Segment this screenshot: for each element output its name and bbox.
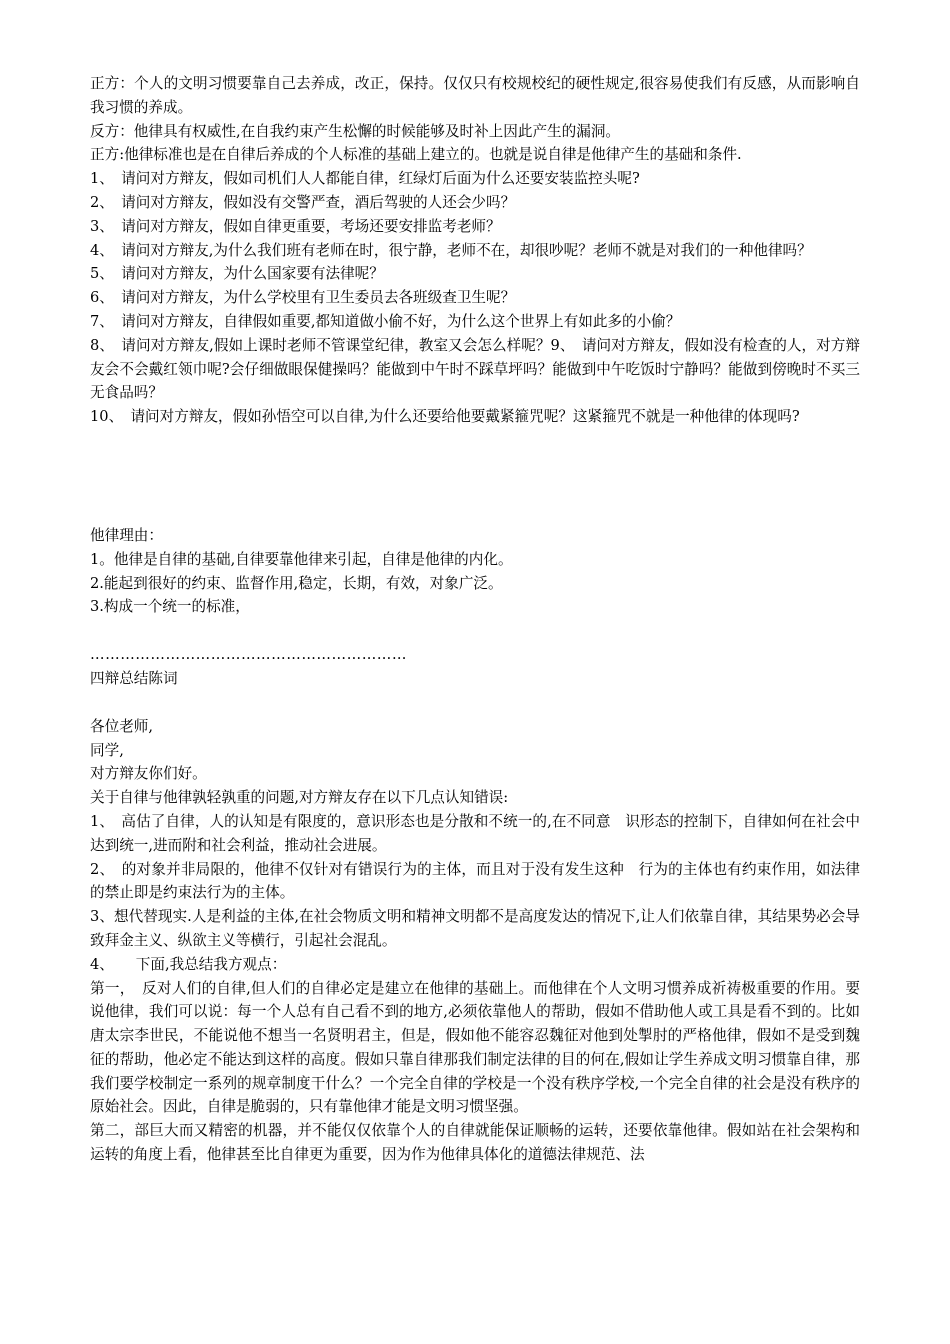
question-item: 4、 请问对方辩友,为什么我们班有老师在时，很宁静，老师不在，却很吵呢？老师不就是对我们的一种他律吗？ xyxy=(90,241,812,259)
spacer xyxy=(90,619,860,643)
summary-paragraph: 3、想代替现实.人是利益的主体,在社会物质文明和精神文明都不是高度发达的情况下,让人们依靠自律，其结果势必会导致拜金主义、纵欲主义等横行，引起社会混乱。 xyxy=(90,908,860,949)
question-item: 10、 请问对方辩友，假如孙悟空可以自律,为什么还要给他要戴紧箍咒呢？这紧箍咒不就是一种他律的体现吗? xyxy=(90,408,800,426)
greeting-line: 对方辩友你们好。 xyxy=(90,765,207,783)
summary-paragraph: 2、 的对象并非局限的，他律不仅针对有错误行为的主体，而且对于没有发生这种 行为的主体也有约束作用，如法律的禁止即是约束法行为的主体。 xyxy=(90,860,860,902)
question-item: 6、 请问对方辩友，为什么学校里有卫生委员去各班级查卫生呢？ xyxy=(90,289,516,307)
debate-paragraph: 正方:他律标准也是在自律后养成的个人标准的基础上建立的。也就是说自律是他律产生的基础和条件. xyxy=(90,146,742,164)
question-item: 8、 请问对方辩友,假如上课时老师不管课堂纪律，教室又会怎么样呢？9、 请问对方辩友，假如没有检查的人，对方辩友会不会戴红领巾呢?会仔细做眼保健操吗？能做到中午时不踩草坪吗？能做到中午吃饭时宁静吗？能做到傍晚时不买三无食品吗？ xyxy=(90,336,860,402)
debate-paragraph: 正方：个人的文明习惯要靠自己去养成，改正，保持。仅仅只有校规校纪的硬性规定,很容易使我们有反感，从而影响自我习惯的养成。 xyxy=(90,75,860,116)
summary-paragraph: 4、 下面,我总结我方观点： xyxy=(90,955,287,973)
summary-paragraph: 关于自律与他律孰轻孰重的问题,对方辩友存在以下几点认知错误: xyxy=(90,789,509,807)
reason-item: 3.构成一个统一的标准， xyxy=(90,598,250,616)
summary-paragraph: 第一， 反对人们的自律,但人们的自律必定是建立在他律的基础上。而他律在个人文明习惯养成祈祷极重要的作用。要说他律，我们可以说：每一个人总有自己看不到的地方,必须依靠他人的帮助，假如不借助他人或工具是看不到的。比如唐太宗李世民，不能说他不想当一名贤明君主，但是，假如他不能容忍魏征对他到处掣肘的严格他律，假如不是受到魏征的帮助，他必定不能达到这样的高度。假如只靠自律那我们制定法律的目的何在,假如让学生养成文明习惯靠自律，那我们要学校制定一系列的规章制度干什么？一个完全自律的学校是一个没有秩序学校,一个完全自律的社会是没有秩序的原始社会。因此，自律是脆弱的，只有靠他律才能是文明习惯坚强。 xyxy=(90,979,860,1116)
summary-title: 四辩总结陈词 xyxy=(90,669,178,687)
question-item: 3、 请问对方辩友，假如自律更重要，考场还要安排监考老师？ xyxy=(90,217,501,235)
document-page xyxy=(90,72,860,1167)
question-item: 7、 请问对方辩友，自律假如重要,都知道做小偷不好，为什么这个世界上有如此多的小偷？ xyxy=(90,312,681,330)
greeting-line: 各位老师, xyxy=(90,717,154,735)
greeting-line: 同学, xyxy=(90,741,124,759)
spacer xyxy=(90,691,860,715)
spacer xyxy=(90,429,860,524)
debate-paragraph: 反方：他律具有权威性,在自我约束产生松懈的时候能够及时补上因此产生的漏洞。 xyxy=(90,122,621,140)
question-item: 5、 请问对方辩友，为什么国家要有法律呢？ xyxy=(90,265,384,283)
reason-item: 1。他律是自律的基础,自律要靠他律来引起，自律是他律的内化。 xyxy=(90,550,513,568)
summary-paragraph: 1、 高估了自律，人的认知是有限度的，意识形态也是分散和不统一的,在不同意 识形态的控制下，自律如何在社会中达到统一,进而附和社会利益，推动社会进展。 xyxy=(90,812,860,854)
question-item: 2、 请问对方辩友，假如没有交警严查，酒后驾驶的人还会少吗？ xyxy=(90,193,516,211)
reasons-heading: 他律理由： xyxy=(90,526,163,544)
summary-paragraph: 第二，部巨大而又精密的机器，并不能仅仅依靠个人的自律就能保证顺畅的运转，还要依靠他律。假如站在社会架构和运转的角度上看，他律甚至比自律更为重要，因为作为他律具体化的道德法律规范、法 xyxy=(90,1122,860,1164)
question-item: 1、 请问对方辩友，假如司机们人人都能自律，红绿灯后面为什么还要安装监控头呢? xyxy=(90,170,640,188)
reason-item: 2.能起到很好的约束、监督作用,稳定，长期，有效，对象广泛。 xyxy=(90,574,503,592)
dotted-divider: ……………………………………………………… xyxy=(90,646,407,664)
